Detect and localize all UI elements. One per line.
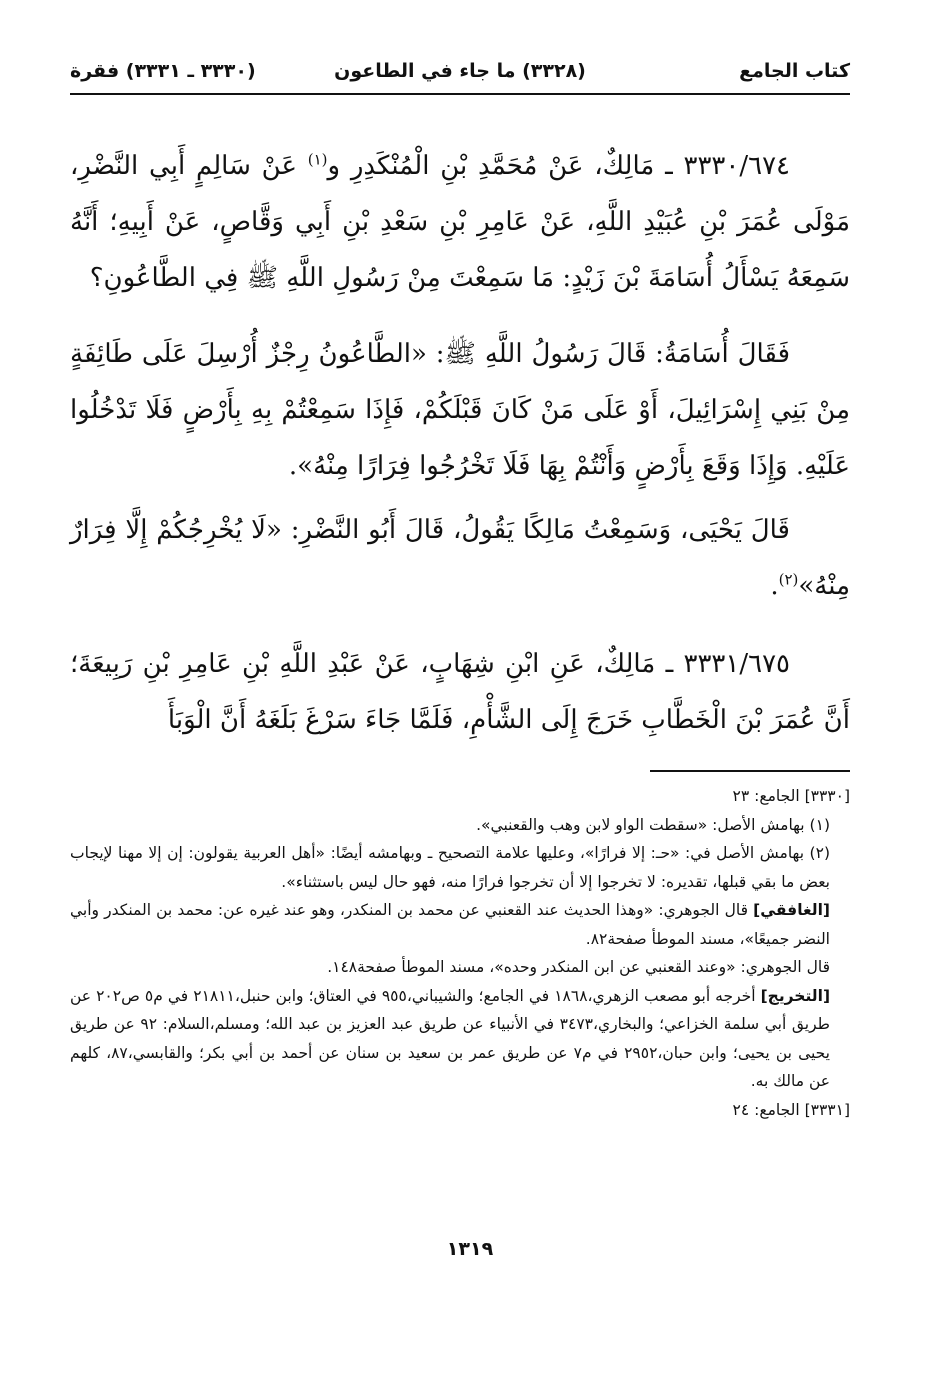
- takhrij-label: [التخريج]: [760, 986, 831, 1005]
- footnote-divider: [650, 770, 850, 772]
- yahya-end: .: [770, 571, 779, 601]
- hadith-3331: [70, 636, 850, 748]
- hadith-text: مَالِكٌ، عَنْ مُحَمَّدِ بْنِ الْمُنْكَدِرِ و: [327, 151, 655, 181]
- header-paragraph-range: (٣٣٣٠ ـ ٣٣٣١) فقرة: [70, 60, 256, 82]
- hadith-3330-yahya: [70, 502, 850, 614]
- footnote-ref-2: (٢): [778, 570, 799, 589]
- footnote-1: (١) بهامش الأصل: «سقطت الواو لابن وهب والقعنبي».: [476, 815, 830, 834]
- hadith-number: ٣٣٣٠/٦٧٤ ـ: [665, 151, 791, 181]
- running-header: [70, 52, 850, 92]
- jawhari-note: قال الجوهري: «وعند القعنبي عن ابن المنكدر وحده»، مسند الموطأ صفحة١٤٨.: [327, 958, 830, 976]
- header-divider: [70, 93, 850, 95]
- ghafiqi-text: قال الجوهري: «وهذا الحديث عند القعنبي عن محمد بن المنكدر، وهو عند غيره عن: محمد بن المنكدر وأبي النضر جميعًا»، مسند الموطأ صفحة٨٢.: [70, 901, 830, 948]
- main-text: [70, 138, 850, 748]
- hadith-3330-answer: فَقَالَ أُسَامَةُ: قَالَ رَسُولُ اللَّهِ ﷺ: «الطَّاعُونُ رِجْزٌ أُرْسِلَ عَلَى طَائِفَةٍ مِنْ بَنِي إِسْرَائِيلَ، أَوْ عَلَى مَنْ كَانَ قَبْلَكُمْ، فَإِذَا سَمِعْتُمْ بِهِ بِأَرْضٍ فَلَا تَدْخُلُوا عَلَيْهِ. وَإِذَا وَقَعَ بِأَرْضٍ وَأَنْتُمْ بِهَا فَلَا تَخْرُجُوا فِرَارًا مِنْهُ».: [70, 339, 850, 481]
- footnote-2: (٢) بهامش الأصل في: «حـ: إلا فرارًا»، وعليها علامة التصحيح ـ وبهامشه أيضًا: «أهل العربية يقولون: إن إلا مهنا لإيجاب بعض ما بقي قبلها، تقديره: لا تخرجوا إلا أن تخرجوا فرارًا منه، فهو حال ليس باستثناء».: [70, 844, 830, 891]
- footnote-ref-1: (١): [307, 150, 328, 169]
- header-chapter-title: (٣٣٢٨) ما جاء في الطاعون: [334, 60, 586, 82]
- ghafiqi-note: [70, 896, 850, 953]
- yahya-text: قَالَ يَحْيَى، وَسَمِعْتُ مَالِكًا يَقُولُ، قَالَ أَبُو النَّضْرِ: «لَا يُخْرِجُكُمْ إِلَّا فِرَارٌ مِنْهُ»: [70, 515, 850, 601]
- ref-3331: [٣٣٣١] الجامع: ٢٤: [732, 1100, 850, 1119]
- ref-3330: [٣٣٣٠] الجامع: ٢٣: [732, 787, 850, 805]
- hadith-text: مَالِكٌ، عَنِ ابْنِ شِهَابٍ، عَنْ عَبْدِ اللَّهِ بْنِ عَامِرِ بْنِ رَبِيعَةَ؛ أَنَّ عُمَرَ بْنَ الْخَطَّابِ خَرَجَ إِلَى الشَّأْمِ، فَلَمَّا جَاءَ سَرْغَ بَلَغَهُ أَنَّ الْوَبَأَ: [70, 649, 850, 735]
- hadith-number: ٣٣٣١/٦٧٥ ـ: [665, 649, 790, 679]
- takhrij-note: [70, 982, 850, 1096]
- hadith-text-continued: عَنْ سَالِمٍ أَبِي النَّضْرِ، مَوْلَى عُمَرَ بْنِ عُبَيْدِ اللَّهِ، عَنْ عَامِرِ بْنِ سَعْدِ بْنِ أَبِي وَقَّاصٍ، عَنْ أَبِيهِ؛ أَنَّهُ سَمِعَهُ يَسْأَلُ أُسَامَةَ بْنَ زَيْدٍ: مَا سَمِعْتَ مِنْ رَسُولِ اللَّهِ ﷺ فِي الطَّاعُونِ؟: [70, 151, 850, 293]
- takhrij-text: أخرجه أبو مصعب الزهري،١٨٦٨ في الجامع؛ والشيباني،٩٥٥ في العتاق؛ وابن حنبل،٢١٨١١ في م٥ ص٢٠٢ عن طريق أبي سلمة الخزاعي؛ والبخاري،٣٤٧٣ في الأنبياء عن طريق عبد العزيز بن عبد الله؛ ومسلم،السلام: ٩٢ عن طريق يحيى بن يحيى؛ وابن حبان،٢٩٥٢ في م٧ عن طريق عمر بن سعيد بن سنان عن أحمد بن أبي بكر؛ والقابسي،٨٧، كلهم عن مالك به.: [70, 986, 831, 1090]
- ghafiqi-label: [الغافقي]: [753, 901, 830, 919]
- footnotes: [70, 782, 850, 1124]
- header-book-title: كتاب الجامع: [739, 60, 850, 82]
- page-number: ١٣١٩: [446, 1238, 494, 1260]
- hadith-3330: [70, 138, 850, 306]
